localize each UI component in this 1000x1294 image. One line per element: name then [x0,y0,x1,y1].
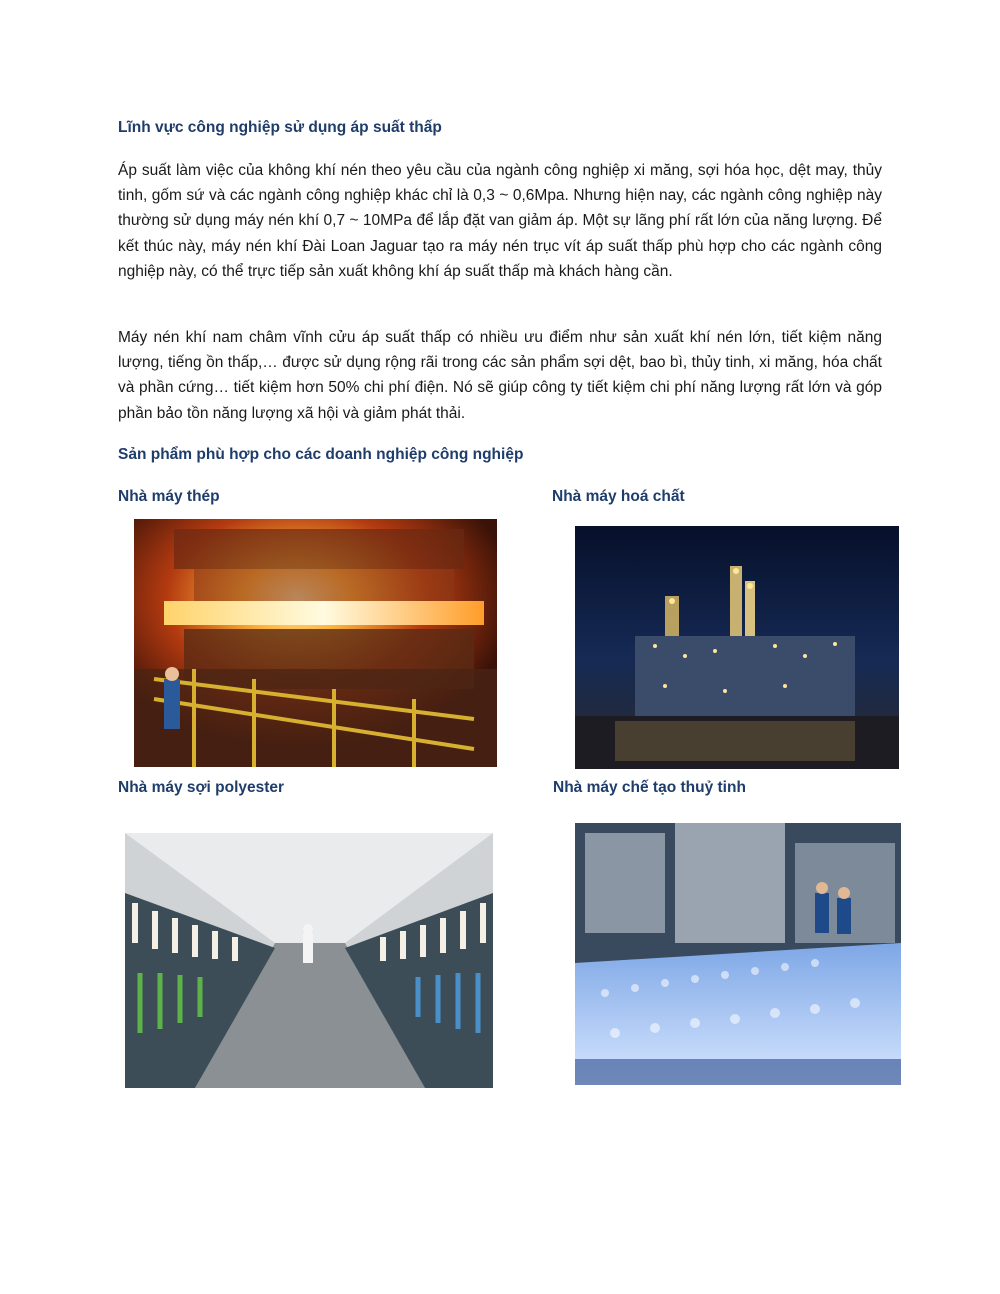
section-title-products: Sản phẩm phù hợp cho các doanh nghiệp công nghiệp [118,446,524,463]
caption-glass-plant: Nhà máy chế tạo thuỷ tinh [553,779,746,796]
polyester-plant-photo [125,833,493,1088]
paragraph-benefits: Máy nén khí nam châm vĩnh cửu áp suất thấp có nhiều ưu điểm như sản xuất khí nén lớn, tiết kiệm năng lượng, tiếng ồn thấp,… được sử dụng rộng rãi trong các sản phẩm sợi dệt, bao bì, thủy tinh, xi măng, hóa chất và phần cứng… tiết kiệm hơn 50% chi phí điện. Nó sẽ giúp công ty tiết kiệm chi phí năng lượng rất lớn và góp phần bảo tồn năng lượng xã hội và giảm phát thải. [118,329,882,422]
caption-steel-plant: Nhà máy thép [118,488,220,505]
glass-plant-photo [575,823,901,1085]
section-title-low-pressure: Lĩnh vực công nghiệp sử dụng áp suất thấp [118,119,442,136]
steel-plant-photo [134,519,497,767]
caption-chemical-plant: Nhà máy hoá chất [552,488,685,505]
paragraph-intro: Áp suất làm việc của không khí nén theo yêu cầu của ngành công nghiệp xi măng, sợi hóa học, dệt may, thủy tinh, gốm sứ và các ngành công nghiệp khác chỉ là 0,3 ~ 0,6Mpa. Nhưng hiện nay, các ngành công nghiệp này thường sử dụng máy nén khí 0,7 ~ 10MPa để lắp đặt van giảm áp. Một sự lãng phí rất lớn của năng lượng. Để kết thúc này, máy nén khí Đài Loan Jaguar tạo ra máy nén trục vít áp suất thấp phù hợp cho các ngành công nghiệp này, có thể trực tiếp sản xuất không khí áp suất thấp mà khách hàng cần. [118,162,882,280]
caption-polyester-plant: Nhà máy sợi polyester [118,779,285,796]
chemical-plant-photo [575,526,899,769]
